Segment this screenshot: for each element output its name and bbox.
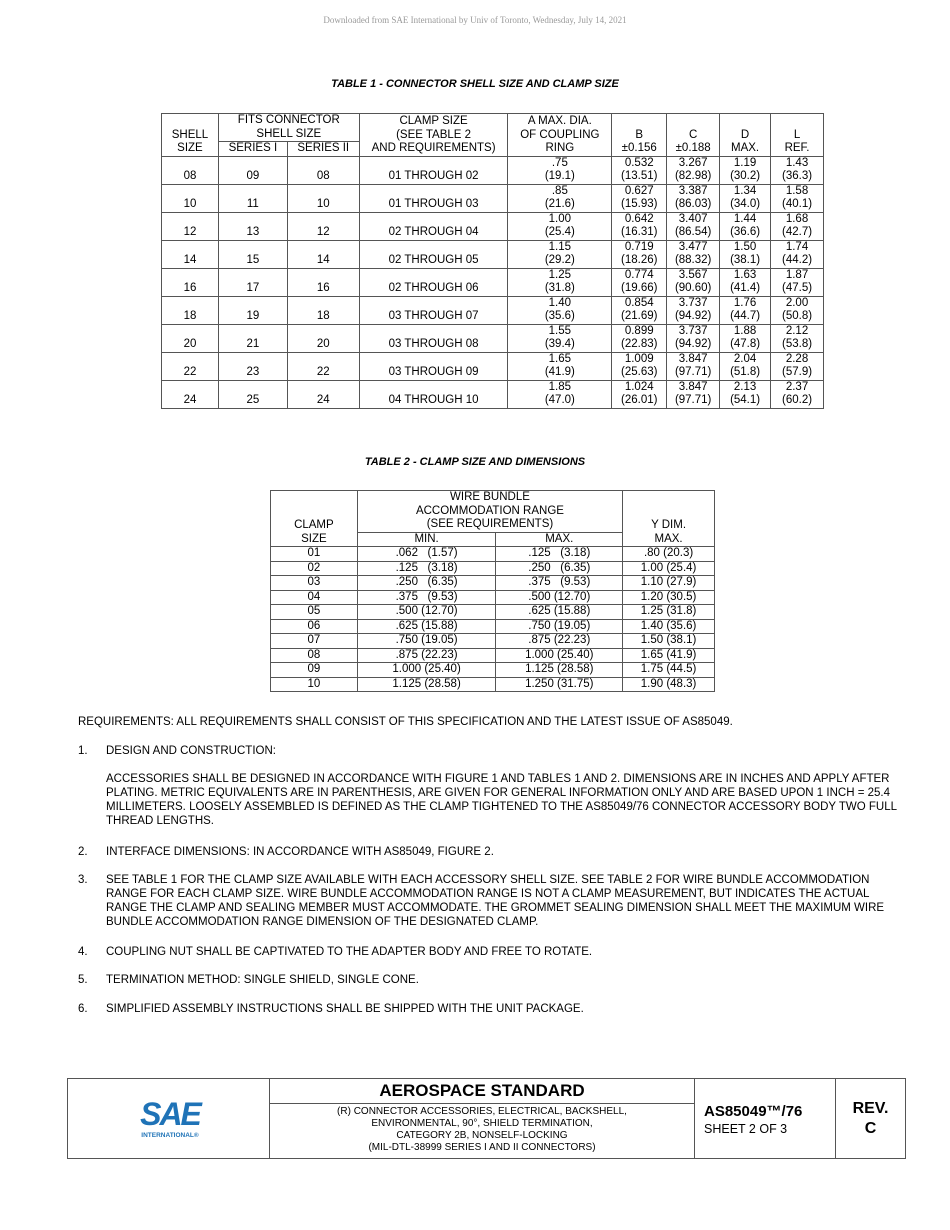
table1-cell-l-ref: 2.12 (53.8) [771, 324, 824, 352]
table1-cell-series-2: 22 [287, 352, 359, 380]
table1-header-clamp-size: CLAMP SIZE (SEE TABLE 2 AND REQUIREMENTS) [359, 114, 508, 157]
table1-cell-series-1: 25 [218, 380, 287, 408]
table2-cell-y-dim: 1.75 (44.5) [623, 663, 715, 678]
table1-cell-a-max-dia: .85 (21.6) [508, 184, 612, 212]
table2-cell-max: 1.250 (31.75) [496, 677, 623, 692]
table1-cell-l-ref: 1.87 (47.5) [771, 268, 824, 296]
item-assembly-instructions: SIMPLIFIED ASSEMBLY INSTRUCTIONS SHALL BE SHIPPED WITH THE UNIT PACKAGE. [106, 1003, 584, 1015]
table1-cell-d-max: 1.34 (34.0) [720, 184, 771, 212]
table2-cell-max: .125 (3.18) [496, 547, 623, 562]
sae-logo [134, 1095, 206, 1143]
table1-header-a-max-dia: A MAX. DIA. OF COUPLING RING [508, 114, 612, 157]
table1-row [162, 240, 824, 268]
table1-header-c: C ±0.188 [667, 114, 720, 157]
table2-row [271, 634, 715, 649]
table1-cell-clamp-size: 03 THROUGH 09 [359, 352, 508, 380]
table2-cell-clamp-size: 04 [271, 590, 358, 605]
table1-cell-c-dim: 3.847 (97.71) [667, 352, 720, 380]
table1-cell-c-dim: 3.477 (88.32) [667, 240, 720, 268]
table1-cell-l-ref: 2.28 (57.9) [771, 352, 824, 380]
item-number: 3. [78, 874, 88, 886]
item-number: 2. [78, 846, 88, 858]
table1-cell-l-ref: 2.00 (50.8) [771, 296, 824, 324]
download-banner: Downloaded from SAE International by Univ of Toronto, Wednesday, July 14, 2021 [323, 15, 627, 25]
table1-cell-b-dim: 1.024 (26.01) [612, 380, 667, 408]
table2-cell-min: .625 (15.88) [357, 619, 496, 634]
table1-cell-clamp-size: 01 THROUGH 02 [359, 156, 508, 184]
table1-cell-b-dim: 0.774 (19.66) [612, 268, 667, 296]
table1-cell-b-dim: 0.719 (18.26) [612, 240, 667, 268]
table1-row [162, 268, 824, 296]
table2-header-y-dim: Y DIM. MAX. [623, 491, 715, 547]
revision [836, 1099, 905, 1139]
table1-cell-series-1: 15 [218, 240, 287, 268]
revision-label: REV. [852, 1100, 889, 1117]
table1-cell-c-dim: 3.567 (90.60) [667, 268, 720, 296]
table2-row [271, 576, 715, 591]
table1-caption: TABLE 1 - CONNECTOR SHELL SIZE AND CLAMP SIZE [331, 78, 619, 90]
table1-cell-d-max: 1.19 (30.2) [720, 156, 771, 184]
item-number: 4. [78, 946, 88, 958]
table1-row [162, 184, 824, 212]
table1-cell-a-max-dia: 1.25 (31.8) [508, 268, 612, 296]
table1-cell-series-1: 09 [218, 156, 287, 184]
table1-cell-series-1: 13 [218, 212, 287, 240]
table2-cell-min: 1.125 (28.58) [357, 677, 496, 692]
sae-logo-subtitle: INTERNATIONAL® [141, 1132, 199, 1139]
table2-cell-clamp-size: 08 [271, 648, 358, 663]
table1-cell-clamp-size: 02 THROUGH 04 [359, 212, 508, 240]
table2-cell-min: .125 (3.18) [357, 561, 496, 576]
table2-header-min: MIN. [357, 532, 496, 547]
requirements-intro: REQUIREMENTS: ALL REQUIREMENTS SHALL CONSIST OF THIS SPECIFICATION AND THE LATEST ISSUE OF AS85049. [78, 716, 733, 728]
table1-cell-series-2: 18 [287, 296, 359, 324]
table1-cell-a-max-dia: 1.15 (29.2) [508, 240, 612, 268]
table2-cell-y-dim: 1.25 (31.8) [623, 605, 715, 620]
table1-cell-shell-size: 12 [162, 212, 219, 240]
table1-cell-b-dim: 1.009 (25.63) [612, 352, 667, 380]
table1-cell-l-ref: 2.37 (60.2) [771, 380, 824, 408]
item-number: 6. [78, 1003, 88, 1015]
table2-cell-clamp-size: 09 [271, 663, 358, 678]
table2-cell-max: 1.000 (25.40) [496, 648, 623, 663]
table1-cell-shell-size: 24 [162, 380, 219, 408]
table1-cell-clamp-size: 03 THROUGH 07 [359, 296, 508, 324]
table2-cell-y-dim: 1.00 (25.4) [623, 561, 715, 576]
table1-cell-series-1: 23 [218, 352, 287, 380]
table2-cell-clamp-size: 05 [271, 605, 358, 620]
table1-cell-c-dim: 3.847 (97.71) [667, 380, 720, 408]
table1-cell-shell-size: 20 [162, 324, 219, 352]
document-number: AS85049™/76 [704, 1103, 803, 1120]
table2-cell-clamp-size: 06 [271, 619, 358, 634]
table1-cell-series-1: 11 [218, 184, 287, 212]
table1-cell-a-max-dia: .75 (19.1) [508, 156, 612, 184]
table2-cell-min: .500 (12.70) [357, 605, 496, 620]
table1-cell-shell-size: 22 [162, 352, 219, 380]
table2-cell-min: .250 (6.35) [357, 576, 496, 591]
item-termination-method: TERMINATION METHOD: SINGLE SHIELD, SINGLE CONE. [106, 974, 419, 986]
table1-cell-d-max: 1.44 (36.6) [720, 212, 771, 240]
table1-cell-l-ref: 1.74 (44.2) [771, 240, 824, 268]
table1-header-l: L REF. [771, 114, 824, 157]
table1-header-series-1: SERIES I [218, 142, 287, 157]
table1-cell-series-1: 19 [218, 296, 287, 324]
table1-cell-shell-size: 16 [162, 268, 219, 296]
table2-cell-max: .625 (15.88) [496, 605, 623, 620]
table1-row [162, 296, 824, 324]
table2-cell-min: .875 (22.23) [357, 648, 496, 663]
table2-cell-max: .750 (19.05) [496, 619, 623, 634]
table2-cell-clamp-size: 07 [271, 634, 358, 649]
title-divider [270, 1103, 694, 1104]
table1-cell-l-ref: 1.58 (40.1) [771, 184, 824, 212]
table1-cell-b-dim: 0.532 (13.51) [612, 156, 667, 184]
table2-row [271, 619, 715, 634]
table1-cell-d-max: 2.04 (51.8) [720, 352, 771, 380]
table1-cell-clamp-size: 03 THROUGH 08 [359, 324, 508, 352]
table1-cell-a-max-dia: 1.00 (25.4) [508, 212, 612, 240]
table1-cell-series-2: 16 [287, 268, 359, 296]
table1-cell-d-max: 1.88 (47.8) [720, 324, 771, 352]
table1-cell-a-max-dia: 1.65 (41.9) [508, 352, 612, 380]
standard-title-cell [270, 1079, 695, 1158]
table1-cell-d-max: 1.76 (44.7) [720, 296, 771, 324]
table2-row [271, 677, 715, 692]
table1-header-b: B ±0.156 [612, 114, 667, 157]
table1-cell-shell-size: 08 [162, 156, 219, 184]
standard-title: AEROSPACE STANDARD [379, 1081, 585, 1100]
table2-row [271, 547, 715, 562]
table1-cell-b-dim: 0.642 (16.31) [612, 212, 667, 240]
table1-cell-series-1: 17 [218, 268, 287, 296]
table2-cell-clamp-size: 10 [271, 677, 358, 692]
document-number-cell [695, 1079, 836, 1158]
table2-cell-y-dim: .80 (20.3) [623, 547, 715, 562]
table1-cell-series-2: 24 [287, 380, 359, 408]
table1-cell-shell-size: 10 [162, 184, 219, 212]
sae-logo-wordmark: SAE [140, 1096, 200, 1132]
table2-row [271, 648, 715, 663]
table2-cell-y-dim: 1.65 (41.9) [623, 648, 715, 663]
table1-cell-l-ref: 1.43 (36.3) [771, 156, 824, 184]
table2-row [271, 590, 715, 605]
table2-header-clamp-size: CLAMP SIZE [271, 491, 358, 547]
table1-cell-d-max: 1.50 (38.1) [720, 240, 771, 268]
table1-cell-clamp-size: 02 THROUGH 06 [359, 268, 508, 296]
table2-cell-y-dim: 1.40 (35.6) [623, 619, 715, 634]
table1-cell-a-max-dia: 1.55 (39.4) [508, 324, 612, 352]
table1-cell-d-max: 2.13 (54.1) [720, 380, 771, 408]
table1-header-d: D MAX. [720, 114, 771, 157]
table1-cell-series-2: 12 [287, 212, 359, 240]
table1-header-series-2: SERIES II [287, 142, 359, 157]
item-number: 5. [78, 974, 88, 986]
table2-header-max: MAX. [496, 532, 623, 547]
table2-cell-y-dim: 1.90 (48.3) [623, 677, 715, 692]
table1-cell-b-dim: 0.899 (22.83) [612, 324, 667, 352]
table1-row [162, 212, 824, 240]
table1-cell-l-ref: 1.68 (42.7) [771, 212, 824, 240]
revision-value: C [864, 1120, 877, 1137]
item-coupling-nut: COUPLING NUT SHALL BE CAPTIVATED TO THE ADAPTER BODY AND FREE TO ROTATE. [106, 946, 593, 958]
table1-row [162, 324, 824, 352]
item-clamp-size-table-reference: SEE TABLE 1 FOR THE CLAMP SIZE AVAILABLE WITH EACH ACCESSORY SHELL SIZE. SEE TABLE 2 FOR WIRE BUNDLE ACCOMMODATION RANGE FOR EACH CLAMP SIZE. WIRE BUNDLE ACCOMMODATION RANGE IS NOT A CLAMP MEASUREMENT, BUT INDICATES THE ACTUAL RANGE THE CLAMP AND SEALING MEMBER MUST ACCOMMODATE. THE GROMMET SEALING DIMENSION SHALL MEET THE MAXIMUM WIRE BUNDLE ACCOMMODATION RANGE DIMENSION OF THE DESIGNATED CLAMP. [106, 874, 885, 928]
table1-cell-c-dim: 3.267 (82.98) [667, 156, 720, 184]
revision-cell [836, 1079, 905, 1158]
table1 [161, 113, 824, 409]
table2-cell-max: .375 (9.53) [496, 576, 623, 591]
table2-caption: TABLE 2 - CLAMP SIZE AND DIMENSIONS [364, 456, 586, 468]
table1-cell-a-max-dia: 1.40 (35.6) [508, 296, 612, 324]
table2-cell-clamp-size: 01 [271, 547, 358, 562]
table2-header-wire-bundle-range: WIRE BUNDLE ACCOMMODATION RANGE (SEE REQUIREMENTS) [357, 491, 622, 533]
title-block [67, 1078, 906, 1159]
item-design-construction-title: DESIGN AND CONSTRUCTION: [106, 745, 276, 757]
table1-cell-shell-size: 14 [162, 240, 219, 268]
sheet-number: SHEET 2 OF 3 [704, 1122, 788, 1136]
table1-header-fits-connector: FITS CONNECTOR SHELL SIZE [218, 114, 359, 142]
table1-row [162, 156, 824, 184]
table1-cell-shell-size: 18 [162, 296, 219, 324]
table1-cell-clamp-size: 01 THROUGH 03 [359, 184, 508, 212]
logo-cell [68, 1079, 270, 1158]
standard-description: (R) CONNECTOR ACCESSORIES, ELECTRICAL, BACKSHELL, ENVIRONMENTAL, 90°, SHIELD TERMINATION, CATEGORY 2B, NONSELF-LOCKING (MIL-DTL-38999 SERIES I AND II CONNECTORS) [337, 1106, 627, 1153]
table2 [270, 490, 715, 692]
table2-cell-clamp-size: 02 [271, 561, 358, 576]
table2-cell-min: .062 (1.57) [357, 547, 496, 562]
table2-cell-min: 1.000 (25.40) [357, 663, 496, 678]
table1-cell-series-1: 21 [218, 324, 287, 352]
table1-cell-clamp-size: 02 THROUGH 05 [359, 240, 508, 268]
table2-row [271, 663, 715, 678]
table1-row [162, 352, 824, 380]
table1-cell-a-max-dia: 1.85 (47.0) [508, 380, 612, 408]
table2-row [271, 605, 715, 620]
table1-row [162, 380, 824, 408]
table2-cell-min: .375 (9.53) [357, 590, 496, 605]
table2-cell-max: 1.125 (28.58) [496, 663, 623, 678]
table1-cell-c-dim: 3.387 (86.03) [667, 184, 720, 212]
item-number: 1. [78, 745, 88, 757]
table1-cell-series-2: 14 [287, 240, 359, 268]
table1-cell-c-dim: 3.407 (86.54) [667, 212, 720, 240]
table1-cell-series-2: 20 [287, 324, 359, 352]
table1-cell-d-max: 1.63 (41.4) [720, 268, 771, 296]
table2-cell-y-dim: 1.10 (27.9) [623, 576, 715, 591]
table1-cell-b-dim: 0.627 (15.93) [612, 184, 667, 212]
table1-cell-c-dim: 3.737 (94.92) [667, 324, 720, 352]
table1-header-shell-size: SHELL SIZE [162, 114, 219, 157]
table1-cell-series-2: 10 [287, 184, 359, 212]
table2-cell-max: .250 (6.35) [496, 561, 623, 576]
table1-cell-series-2: 08 [287, 156, 359, 184]
item-interface-dimensions: INTERFACE DIMENSIONS: IN ACCORDANCE WITH AS85049, FIGURE 2. [106, 846, 494, 858]
table2-cell-clamp-size: 03 [271, 576, 358, 591]
table2-cell-y-dim: 1.20 (30.5) [623, 590, 715, 605]
table2-cell-max: .500 (12.70) [496, 590, 623, 605]
table2-cell-min: .750 (19.05) [357, 634, 496, 649]
table1-cell-c-dim: 3.737 (94.92) [667, 296, 720, 324]
table2-row [271, 561, 715, 576]
table1-cell-b-dim: 0.854 (21.69) [612, 296, 667, 324]
table2-cell-y-dim: 1.50 (38.1) [623, 634, 715, 649]
item-design-construction-body: ACCESSORIES SHALL BE DESIGNED IN ACCORDANCE WITH FIGURE 1 AND TABLES 1 AND 2. DIMENSIONS ARE IN INCHES AND APPLY AFTER PLATING. METRIC EQUIVALENTS ARE IN PARENTHESIS, ARE GIVEN FOR GENERAL INFORMATION ONLY AND ARE BASED UPON 1 INCH = 25.4 MILLIMETERS. LOOSELY ASSEMBLED IS DEFINED AS THE CLAMP TIGHTENED TO THE AS85049/76 CONNECTOR ACCESSORY BODY TWO FULL THREAD LENGTHS. [106, 773, 897, 827]
table2-cell-max: .875 (22.23) [496, 634, 623, 649]
table1-cell-clamp-size: 04 THROUGH 10 [359, 380, 508, 408]
